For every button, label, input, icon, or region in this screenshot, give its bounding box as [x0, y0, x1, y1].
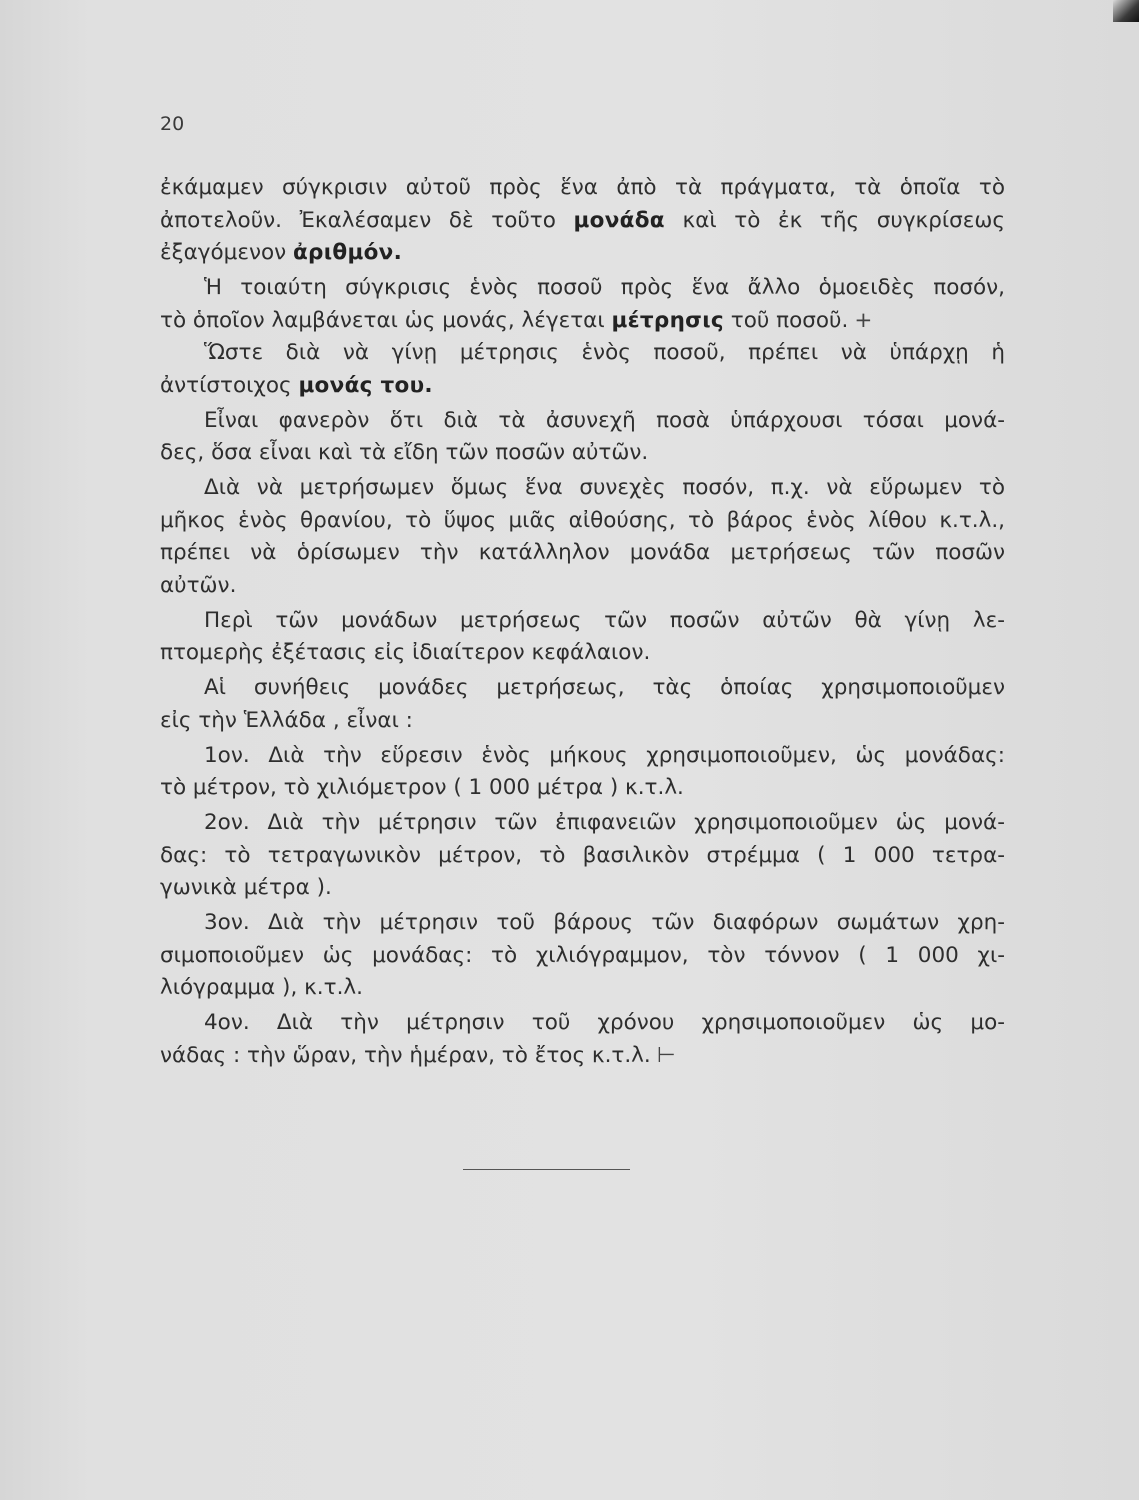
- text-line: ἐκάμαμεν σύγκρισιν αὐτοῦ πρὸς ἕνα ἀπὸ τὰ πράγματα, τὰ ὁποῖα τὸ: [160, 175, 1005, 200]
- text-line: Αἱ συνήθεις μονάδες μετρήσεως, τὰς ὁποίας χρησιμοποιοῦμεν: [204, 675, 1005, 700]
- term-arithmon: ἀριθμόν.: [292, 240, 403, 265]
- page-number: 20: [160, 113, 185, 135]
- text-line: Ἡ τοιαύτη σύγκρισις ἑνὸς ποσοῦ πρὸς ἕνα ἄλλο ὁμοειδὲς ποσόν,: [204, 275, 1005, 300]
- text-line: ἀντίστοιχος μονάς του.: [160, 372, 433, 398]
- text-line: 1ον. Διὰ τὴν εὕρεσιν ἑνὸς μήκους χρησιμοποιοῦμεν, ὡς μονάδας:: [204, 742, 1005, 768]
- text-line: ἐξαγόμενον ἀριθμόν.: [160, 240, 403, 265]
- text-line: 3ον. Διὰ τὴν μέτρησιν τοῦ βάρους τῶν διαφόρων σωμάτων χρη-: [204, 910, 1005, 935]
- text-line: νάδας : τὴν ὥραν, τὴν ἡμέραν, τὸ ἔτος κ.τ.λ. ⊢: [160, 1042, 676, 1068]
- text-line: σιμοποιοῦμεν ὡς μονάδας: τὸ χιλιόγραμμον, τὸν τόννον ( 1 000 χι-: [160, 942, 1005, 968]
- text-line: δας: τὸ τετραγωνικὸν μέτρον, τὸ βασιλικὸν στρέμμα ( 1 000 τετρα-: [160, 842, 1005, 868]
- text-line: λιόγραμμα ), κ.τ.λ.: [160, 975, 363, 1000]
- term-metrisis: μέτρησις: [611, 307, 724, 333]
- text-line: μῆκος ἑνὸς θρανίου, τὸ ὕψος μιᾶς αἰθούσης, τὸ βάρος ἑνὸς λίθου κ.τ.λ.,: [160, 507, 1005, 533]
- text-line: πτομερὴς ἐξέτασις εἰς ἰδιαίτερον κεφάλαιον.: [160, 640, 651, 665]
- pen-mark: +: [854, 307, 873, 333]
- text-line: Διὰ νὰ μετρήσωμεν ὅμως ἕνα συνεχὲς ποσόν, π.χ. νὰ εὕρωμεν τὸ: [204, 475, 1005, 500]
- text-line: Περὶ τῶν μονάδων μετρήσεως τῶν ποσῶν αὐτῶν θὰ γίνῃ λε-: [204, 607, 1005, 633]
- body-text: [160, 172, 1005, 1072]
- scan-corner-shadow: [1113, 0, 1139, 22]
- text-line: Εἶναι φανερὸν ὅτι διὰ τὰ ἀσυνεχῆ ποσὰ ὑπάρχουσι τόσαι μονά-: [204, 407, 1005, 433]
- text-line: 4ον. Διὰ τὴν μέτρησιν τοῦ χρόνου χρησιμοποιοῦμεν ὡς μο-: [204, 1010, 1005, 1035]
- text-line: πρέπει νὰ ὁρίσωμεν τὴν κατάλληλον μονάδα μετρήσεως τῶν ποσῶν: [160, 540, 1005, 565]
- pen-mark: ⊢: [656, 1042, 676, 1068]
- text-line: τὸ ὁποῖον λαμβάνεται ὡς μονάς, λέγεται μέτρησις τοῦ ποσοῦ. +: [160, 307, 873, 333]
- text-line: εἰς τὴν Ἑλλάδα , εἶναι :: [160, 707, 413, 733]
- text-line: ἀποτελοῦν. Ἐκαλέσαμεν δὲ τοῦτο μονάδα καὶ τὸ ἐκ τῆς συγκρίσεως: [160, 207, 1006, 233]
- text-line: αὐτῶν.: [160, 572, 237, 598]
- text-line: γωνικὰ μέτρα ).: [160, 875, 332, 900]
- text-line: τὸ μέτρον, τὸ χιλιόμετρον ( 1 000 μέτρα ) κ.τ.λ.: [160, 775, 684, 800]
- term-monas-tou: μονάς του.: [298, 372, 433, 398]
- text-line: δες, ὅσα εἶναι καὶ τὰ εἴδη τῶν ποσῶν αὐτῶν.: [160, 440, 649, 465]
- text-line: Ὥστε διὰ νὰ γίνῃ μέτρησις ἑνὸς ποσοῦ, πρέπει νὰ ὑπάρχῃ ἡ: [204, 340, 1005, 365]
- text-line: 2ον. Διὰ τὴν μέτρησιν τῶν ἐπιφανειῶν χρησιμοποιοῦμεν ὡς μονά-: [204, 810, 1005, 835]
- section-divider-rule: [463, 1169, 630, 1170]
- term-monada: μονάδα: [573, 207, 665, 233]
